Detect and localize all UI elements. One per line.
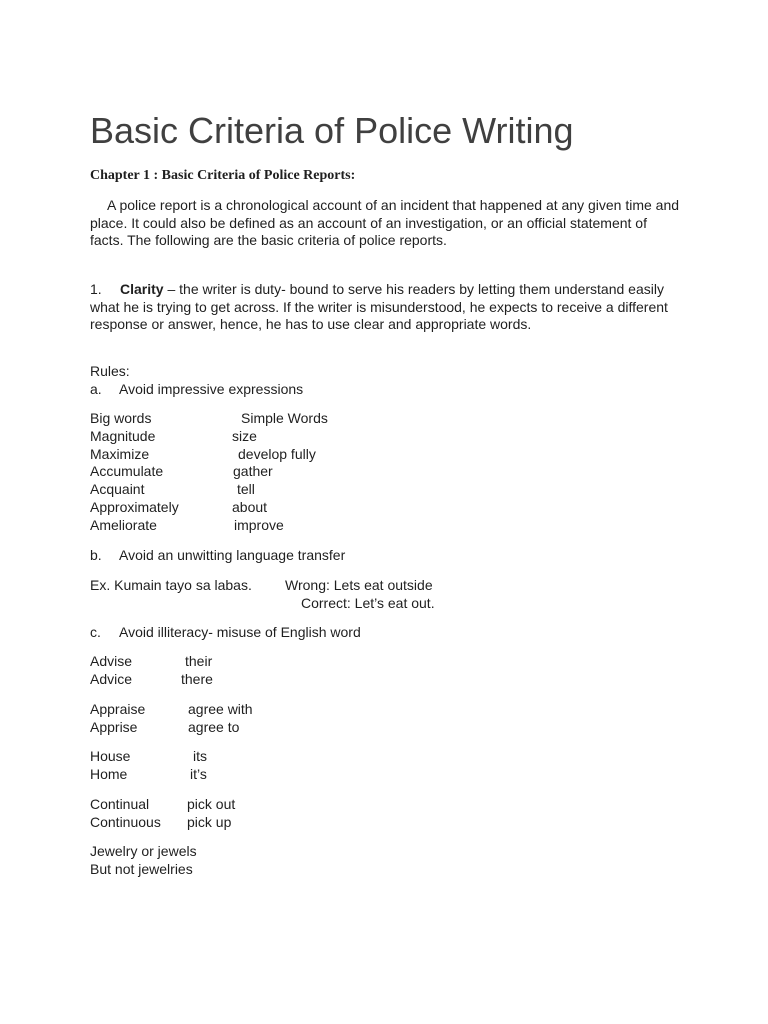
pair-word: their <box>185 653 213 669</box>
simple-word: tell <box>237 481 255 498</box>
table-header-simple-words: Simple Words <box>241 410 328 426</box>
big-word: Approximately <box>90 498 179 515</box>
page-title: Basic Criteria of Police Writing <box>90 110 574 151</box>
big-word: Magnitude <box>90 427 156 444</box>
simple-word: size <box>232 427 257 444</box>
pair-word: Apprise <box>90 719 138 735</box>
word-pair-group <box>90 747 390 783</box>
rule-c <box>90 623 361 641</box>
list-item <box>90 652 390 670</box>
pair-word: it’s <box>190 766 207 782</box>
list-marker: a. <box>90 381 102 397</box>
pair-word: there <box>181 671 213 687</box>
simple-word: improve <box>234 516 284 533</box>
example-correct: Correct: Let’s eat out. <box>301 595 435 611</box>
criterion-term: Clarity <box>120 281 164 297</box>
rule-a <box>90 380 303 398</box>
pair-word: pick out <box>187 796 236 812</box>
list-item <box>90 700 390 718</box>
pair-word: Advice <box>90 671 133 687</box>
criterion-clarity <box>90 281 680 334</box>
list-marker: b. <box>90 547 102 563</box>
list-item <box>90 747 390 765</box>
list-item <box>90 765 390 783</box>
item-number: 1. <box>90 281 102 297</box>
big-word: Acquaint <box>90 481 145 498</box>
note-line: But not jewelries <box>90 861 193 877</box>
big-word: Ameliorate <box>90 516 157 533</box>
word-pair-group <box>90 795 390 831</box>
rules-label: Rules: <box>90 363 130 379</box>
pair-word: House <box>90 748 131 764</box>
example-wrong: Wrong: Lets eat outside <box>285 577 433 593</box>
intro-paragraph <box>90 197 680 250</box>
list-marker: c. <box>90 624 101 640</box>
list-item <box>90 718 390 736</box>
chapter-heading: Chapter 1 : Basic Criteria of Police Reports: <box>90 168 356 183</box>
pair-word: Appraise <box>90 701 146 717</box>
note-line: Jewelry or jewels <box>90 843 197 859</box>
pair-word: Continuous <box>90 814 161 830</box>
pair-word: its <box>193 748 207 764</box>
pair-word: Home <box>90 766 128 782</box>
pair-word: pick up <box>187 814 232 830</box>
word-pair-group <box>90 700 390 736</box>
rule-b <box>90 546 345 564</box>
list-item <box>90 670 390 688</box>
pair-word: Continual <box>90 796 150 812</box>
jewelry-note <box>90 842 197 878</box>
rule-text: Avoid illiteracy- misuse of English word <box>119 624 361 640</box>
intro-paragraph-text: A police report is a chronological account of an incident that happened at any given time and place. It could also be defined as an account of an investigation, or an official statement of facts. The following are the basic criteria of police reports. <box>90 197 680 249</box>
pair-word: agree with <box>188 701 253 717</box>
big-word: Accumulate <box>90 463 164 480</box>
example-source: Ex. Kumain tayo sa labas. <box>90 577 252 593</box>
rule-text: Avoid an unwitting language transfer <box>119 547 346 563</box>
simple-word: gather <box>233 463 273 480</box>
rule-text: Avoid impressive expressions <box>119 381 304 397</box>
pair-word: Advise <box>90 653 133 669</box>
word-pair-group <box>90 652 390 688</box>
big-word: Maximize <box>90 445 150 462</box>
list-item <box>90 795 390 813</box>
list-item <box>90 813 390 831</box>
language-transfer-example <box>90 576 490 612</box>
pair-word: agree to <box>188 719 240 735</box>
simple-word: about <box>232 498 268 515</box>
simple-word: develop fully <box>238 445 316 462</box>
table-header-big-words: Big words <box>90 410 152 426</box>
criterion-description: – the writer is duty- bound to serve his readers by letting them understand easily what he is trying to get across. If the writer is misunderstood, he expects to receive a different response or answer, hence, he has to use clear and appropriate words. <box>90 281 668 333</box>
